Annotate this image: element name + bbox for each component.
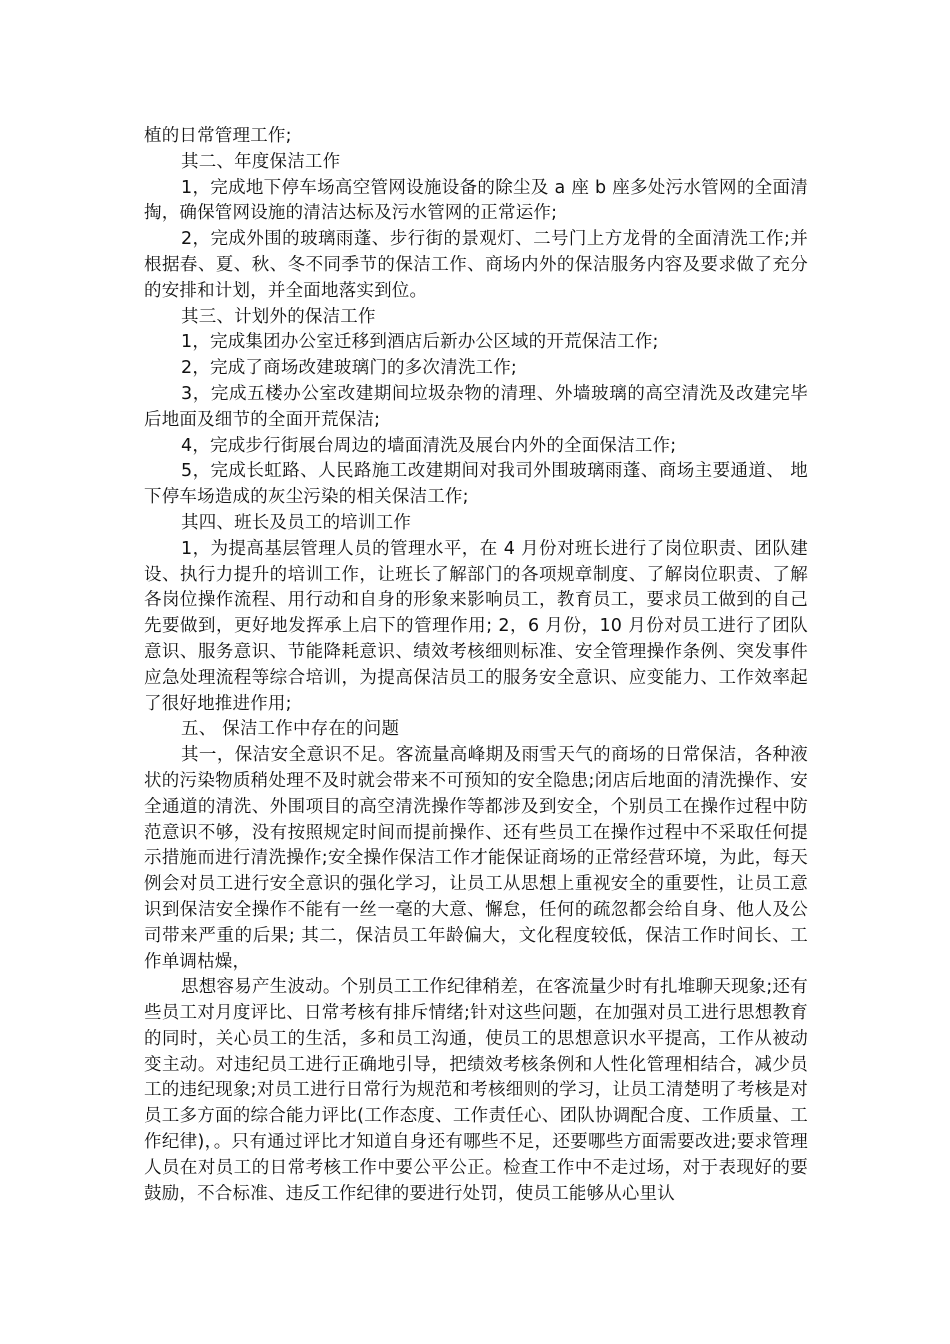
paragraph-body: 思想容易产生波动。个别员工工作纪律稍差，在客流量少时有扎堆聊天现象;还有些员工对月度评比、日常考核有排斥情绪;针对这些问题，在加强对员工进行思想教育的同时，关心员工的生活，多和员工沟通，使员工的思想意识水平提高，工作从被动变主动。对违纪员工进行正确地引导，把绩效考核条例和人性化管理相结合，减少员工的违纪现象;对员工进行日常行为规范和考核细则的学习，让员工清楚明了考核是对员工多方面的综合能力评比(工作态度、工作责任心、团队协调配合度、工作质量、工作纪律)，。只有通过评比才知道自身还有哪些不足，还要哪些方面需要改进;要求管理人员在对员工的日常考核工作中要公平公正。检查工作中不走过场，对于表现好的要鼓励，不合标准、违反工作纪律的要进行处罚，使员工能够从心里认 <box>144 977 808 1204</box>
paragraph-body: 其一，保洁安全意识不足。客流量高峰期及雨雪天气的商场的日常保洁，各种液状的污染物质稍处理不及时就会带来不可预知的安全隐患;闭店后地面的清洗操作、安全通道的清洗、外围项目的高空清洗操作等都涉及到安全，个别员工在操作过程中防范意识不够，没有按照规定时间而提前操作、还有些员工在操作过程中不采取任何提示措施而进行清洗操作;安全操作保洁工作才能保证商场的正常经营环境，为此，每天例会对员工进行安全意识的强化学习，让员工从思想上重视安全的重要性，让员工意识到保洁安全操作不能有一丝一毫的大意、懈怠，任何的疏忽都会给自身、他人及公司带来严重的后果; 其二，保洁员工年龄偏大，文化程度较低，保洁工作时间长、工作单调枯燥， <box>144 745 808 972</box>
paragraph-item: 3，完成五楼办公室改建期间垃圾杂物的清理、外墙玻璃的高空清洗及改建完毕后地面及细节的全面开荒保洁; <box>144 383 808 430</box>
paragraph-item: 1，完成集团办公室迁移到酒店后新办公区域的开荒保洁工作; <box>181 332 659 353</box>
heading-unplanned-cleaning: 其三、计划外的保洁工作 <box>181 306 376 327</box>
heading-annual-cleaning: 其二、年度保洁工作 <box>181 151 341 172</box>
paragraph-item: 4，完成步行街展台周边的墙面清洗及展台内外的全面保洁工作; <box>181 435 677 456</box>
paragraph-item: 1，为提高基层管理人员的管理水平，在 4 月份对班长进行了岗位职责、团队建设、执行力提升的培训工作，让班长了解部门的各项规章制度、了解岗位职责、了解各岗位操作流程、用行动和自身的形象来影响员工，教育员工，要求员工做到的自己先要做到，更好地发挥承上启下的管理作用; 2，6 月份，10 月份对员工进行了团队意识、服务意识、节能降耗意识、绩效考核细则标准、安全管理操作条例、突发事件应急处理流程等综合培训，为提高保洁员工的服务安全意识、应变能力、工作效率起了很好地推进作用; <box>144 538 808 714</box>
paragraph-item: 5，完成长虹路、人民路施工改建期间对我司外围玻璃雨蓬、商场主要通道、 地下停车场造成的灰尘污染的相关保洁工作; <box>144 461 808 508</box>
paragraph-item: 1，完成地下停车场高空管网设施设备的除尘及 a 座 b 座多处污水管网的全面清掏，确保管网设施的清洁达标及污水管网的正常运作; <box>144 177 808 224</box>
heading-problems: 五、 保洁工作中存在的问题 <box>181 719 400 740</box>
document-page <box>144 124 808 1207</box>
heading-training: 其四、班长及员工的培训工作 <box>181 512 412 533</box>
paragraph-item: 2，完成外围的玻璃雨蓬、步行街的景观灯、二号门上方龙骨的全面清洗工作;并根据春、夏、秋、冬不同季节的保洁工作、商场内外的保洁服务内容及要求做了充分的安排和计划，并全面地落实到位。 <box>144 229 808 301</box>
paragraph-item: 2，完成了商场改建玻璃门的多次清洗工作; <box>181 358 518 379</box>
paragraph-continuation: 植的日常管理工作; <box>144 126 292 146</box>
